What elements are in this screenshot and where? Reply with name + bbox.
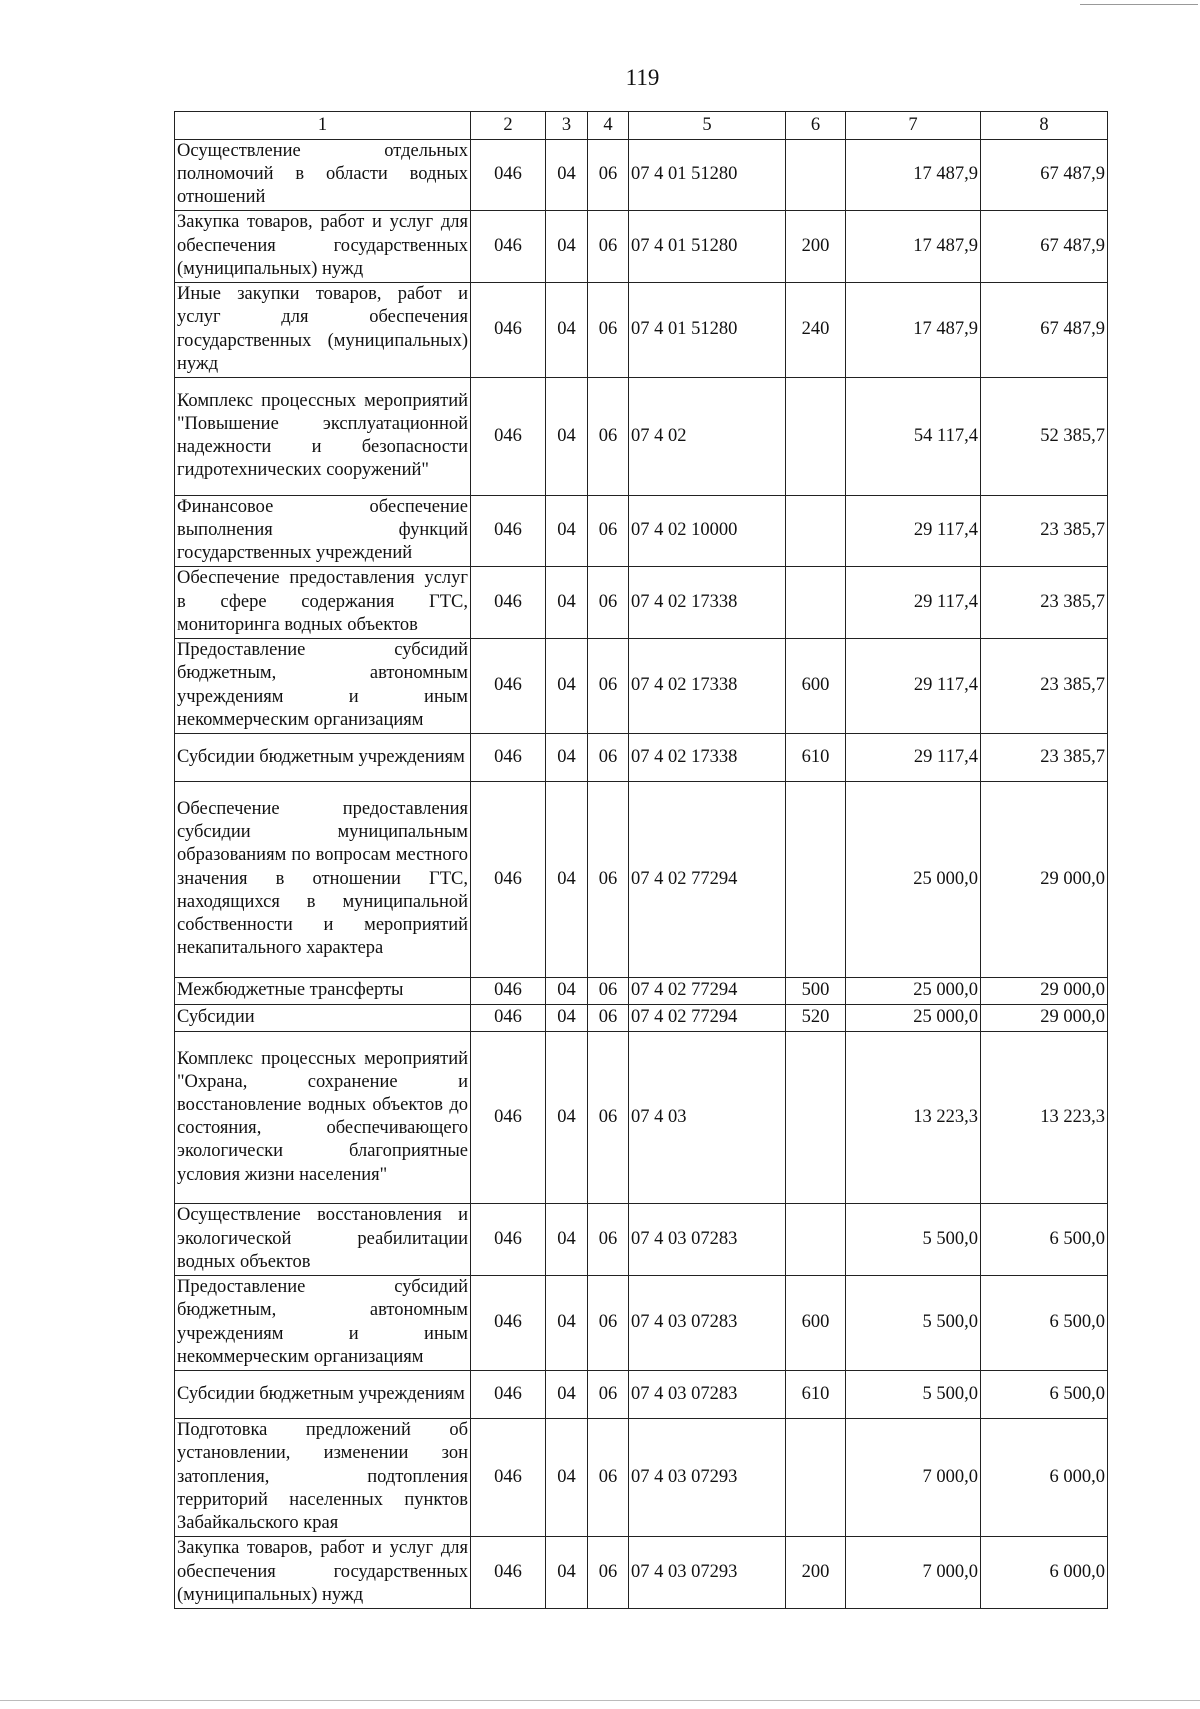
admin-code: 046 [471, 977, 546, 1004]
amount-col8: 23 385,7 [981, 566, 1108, 638]
expense-type-code [786, 1203, 846, 1275]
subsection-code: 06 [588, 210, 629, 282]
amount-col7: 25 000,0 [846, 1004, 981, 1031]
row-name: Подготовка предложений об установлении, изменении зон затопления, подтопления территорий населенных пунктов Забайкальского края [175, 1418, 471, 1536]
table-row [175, 781, 1108, 977]
table-row [175, 495, 1108, 566]
amount-col8: 67 487,9 [981, 140, 1108, 211]
amount-col7: 17 487,9 [846, 140, 981, 211]
amount-col8: 29 000,0 [981, 781, 1108, 977]
expense-type-code [786, 1031, 846, 1203]
table-row [175, 1031, 1108, 1203]
table-row [175, 1203, 1108, 1275]
subsection-code: 06 [588, 781, 629, 977]
amount-col7: 54 117,4 [846, 377, 981, 495]
table-row [175, 282, 1108, 377]
expense-type-code: 600 [786, 1275, 846, 1370]
admin-code: 046 [471, 566, 546, 638]
table-row [175, 566, 1108, 638]
subsection-code: 06 [588, 1536, 629, 1608]
section-code: 04 [546, 977, 588, 1004]
table-row [175, 1418, 1108, 1536]
target-article-code: 07 4 02 77294 [629, 781, 786, 977]
section-code: 04 [546, 140, 588, 211]
amount-col7: 5 500,0 [846, 1370, 981, 1418]
table-row [175, 1275, 1108, 1370]
expense-type-code [786, 495, 846, 566]
target-article-code: 07 4 02 10000 [629, 495, 786, 566]
scan-artifact-top [1080, 4, 1198, 5]
subsection-code: 06 [588, 638, 629, 733]
row-name: Субсидии [175, 1004, 471, 1031]
target-article-code: 07 4 03 07283 [629, 1370, 786, 1418]
row-name: Субсидии бюджетным учреждениям [175, 1370, 471, 1418]
row-name: Осуществление восстановления и экологической реабилитации водных объектов [175, 1203, 471, 1275]
column-header: 2 [471, 112, 546, 140]
target-article-code: 07 4 03 07293 [629, 1418, 786, 1536]
amount-col8: 67 487,9 [981, 282, 1108, 377]
target-article-code: 07 4 01 51280 [629, 210, 786, 282]
target-article-code: 07 4 02 [629, 377, 786, 495]
expense-type-code: 610 [786, 1370, 846, 1418]
subsection-code: 06 [588, 1203, 629, 1275]
column-header: 4 [588, 112, 629, 140]
target-article-code: 07 4 01 51280 [629, 282, 786, 377]
section-code: 04 [546, 282, 588, 377]
section-code: 04 [546, 1031, 588, 1203]
row-name: Финансовое обеспечение выполнения функций государственных учреждений [175, 495, 471, 566]
amount-col8: 6 500,0 [981, 1275, 1108, 1370]
column-header: 3 [546, 112, 588, 140]
section-code: 04 [546, 638, 588, 733]
admin-code: 046 [471, 1203, 546, 1275]
row-name: Комплекс процессных мероприятий "Повышение эксплуатационной надежности и безопасности гидротехнических сооружений" [175, 377, 471, 495]
expense-type-code: 500 [786, 977, 846, 1004]
section-code: 04 [546, 781, 588, 977]
table-row [175, 377, 1108, 495]
row-name: Комплекс процессных мероприятий "Охрана, сохранение и восстановление водных объектов до состояния, обеспечивающего экологически благоприятные условия жизни населения" [175, 1031, 471, 1203]
amount-col7: 5 500,0 [846, 1203, 981, 1275]
subsection-code: 06 [588, 282, 629, 377]
amount-col8: 6 000,0 [981, 1418, 1108, 1536]
table-row [175, 977, 1108, 1004]
expense-type-code [786, 781, 846, 977]
scan-artifact-bottom [0, 1700, 1200, 1701]
amount-col7: 29 117,4 [846, 566, 981, 638]
amount-col7: 25 000,0 [846, 781, 981, 977]
row-name: Закупка товаров, работ и услуг для обеспечения государственных (муниципальных) нужд [175, 210, 471, 282]
table-row [175, 140, 1108, 211]
page-number: 119 [625, 65, 660, 90]
row-name: Субсидии бюджетным учреждениям [175, 733, 471, 781]
amount-col8: 29 000,0 [981, 977, 1108, 1004]
expense-type-code: 200 [786, 1536, 846, 1608]
expense-type-code [786, 377, 846, 495]
admin-code: 046 [471, 1418, 546, 1536]
target-article-code: 07 4 01 51280 [629, 140, 786, 211]
table-row [175, 733, 1108, 781]
admin-code: 046 [471, 1031, 546, 1203]
admin-code: 046 [471, 781, 546, 977]
amount-col7: 5 500,0 [846, 1275, 981, 1370]
section-code: 04 [546, 1536, 588, 1608]
amount-col8: 29 000,0 [981, 1004, 1108, 1031]
expense-type-code: 600 [786, 638, 846, 733]
expense-type-code [786, 140, 846, 211]
admin-code: 046 [471, 638, 546, 733]
section-code: 04 [546, 1418, 588, 1536]
amount-col7: 7 000,0 [846, 1418, 981, 1536]
amount-col8: 23 385,7 [981, 638, 1108, 733]
subsection-code: 06 [588, 1370, 629, 1418]
row-name: Иные закупки товаров, работ и услуг для обеспечения государственных (муниципальных) нужд [175, 282, 471, 377]
subsection-code: 06 [588, 377, 629, 495]
expense-type-code: 240 [786, 282, 846, 377]
row-name: Обеспечение предоставления услуг в сфере содержания ГТС, мониторинга водных объектов [175, 566, 471, 638]
amount-col8: 6 000,0 [981, 1536, 1108, 1608]
table-row [175, 1536, 1108, 1608]
expense-type-code [786, 1418, 846, 1536]
amount-col7: 17 487,9 [846, 210, 981, 282]
column-number-row [175, 112, 1108, 140]
section-code: 04 [546, 566, 588, 638]
target-article-code: 07 4 02 17338 [629, 566, 786, 638]
table-row [175, 1004, 1108, 1031]
section-code: 04 [546, 733, 588, 781]
table-row [175, 1370, 1108, 1418]
amount-col7: 7 000,0 [846, 1536, 981, 1608]
row-name: Предоставление субсидий бюджетным, автономным учреждениям и иным некоммерческим организациям [175, 638, 471, 733]
subsection-code: 06 [588, 733, 629, 781]
subsection-code: 06 [588, 495, 629, 566]
section-code: 04 [546, 377, 588, 495]
admin-code: 046 [471, 210, 546, 282]
subsection-code: 06 [588, 1275, 629, 1370]
expense-type-code: 520 [786, 1004, 846, 1031]
subsection-code: 06 [588, 566, 629, 638]
row-name: Предоставление субсидий бюджетным, автономным учреждениям и иным некоммерческим организациям [175, 1275, 471, 1370]
admin-code: 046 [471, 1275, 546, 1370]
target-article-code: 07 4 02 77294 [629, 1004, 786, 1031]
amount-col8: 13 223,3 [981, 1031, 1108, 1203]
admin-code: 046 [471, 282, 546, 377]
expense-type-code: 610 [786, 733, 846, 781]
row-name: Обеспечение предоставления субсидии муниципальным образованиям по вопросам местного значения в отношении ГТС, находящихся в муниципальной собственности и мероприятий некапитального характера [175, 781, 471, 977]
row-name: Закупка товаров, работ и услуг для обеспечения государственных (муниципальных) нужд [175, 1536, 471, 1608]
subsection-code: 06 [588, 1418, 629, 1536]
table-row [175, 210, 1108, 282]
target-article-code: 07 4 03 07293 [629, 1536, 786, 1608]
admin-code: 046 [471, 1370, 546, 1418]
section-code: 04 [546, 1275, 588, 1370]
admin-code: 046 [471, 495, 546, 566]
subsection-code: 06 [588, 140, 629, 211]
target-article-code: 07 4 03 07283 [629, 1275, 786, 1370]
amount-col7: 17 487,9 [846, 282, 981, 377]
column-header: 1 [175, 112, 471, 140]
amount-col7: 29 117,4 [846, 733, 981, 781]
subsection-code: 06 [588, 1004, 629, 1031]
amount-col8: 6 500,0 [981, 1370, 1108, 1418]
subsection-code: 06 [588, 977, 629, 1004]
admin-code: 046 [471, 1004, 546, 1031]
admin-code: 046 [471, 140, 546, 211]
column-header: 6 [786, 112, 846, 140]
amount-col8: 52 385,7 [981, 377, 1108, 495]
column-header: 8 [981, 112, 1108, 140]
amount-col8: 67 487,9 [981, 210, 1108, 282]
row-name: Осуществление отдельных полномочий в области водных отношений [175, 140, 471, 211]
expense-type-code: 200 [786, 210, 846, 282]
column-header: 7 [846, 112, 981, 140]
target-article-code: 07 4 02 17338 [629, 638, 786, 733]
column-header: 5 [629, 112, 786, 140]
table-row [175, 638, 1108, 733]
admin-code: 046 [471, 377, 546, 495]
section-code: 04 [546, 495, 588, 566]
expense-type-code [786, 566, 846, 638]
section-code: 04 [546, 1203, 588, 1275]
section-code: 04 [546, 1370, 588, 1418]
amount-col8: 23 385,7 [981, 495, 1108, 566]
amount-col7: 29 117,4 [846, 495, 981, 566]
admin-code: 046 [471, 733, 546, 781]
subsection-code: 06 [588, 1031, 629, 1203]
amount-col7: 13 223,3 [846, 1031, 981, 1203]
section-code: 04 [546, 1004, 588, 1031]
target-article-code: 07 4 03 [629, 1031, 786, 1203]
amount-col7: 29 117,4 [846, 638, 981, 733]
budget-table [174, 111, 1108, 1609]
row-name: Межбюджетные трансферты [175, 977, 471, 1004]
amount-col8: 6 500,0 [981, 1203, 1108, 1275]
target-article-code: 07 4 02 77294 [629, 977, 786, 1004]
admin-code: 046 [471, 1536, 546, 1608]
target-article-code: 07 4 03 07283 [629, 1203, 786, 1275]
amount-col7: 25 000,0 [846, 977, 981, 1004]
target-article-code: 07 4 02 17338 [629, 733, 786, 781]
amount-col8: 23 385,7 [981, 733, 1108, 781]
section-code: 04 [546, 210, 588, 282]
